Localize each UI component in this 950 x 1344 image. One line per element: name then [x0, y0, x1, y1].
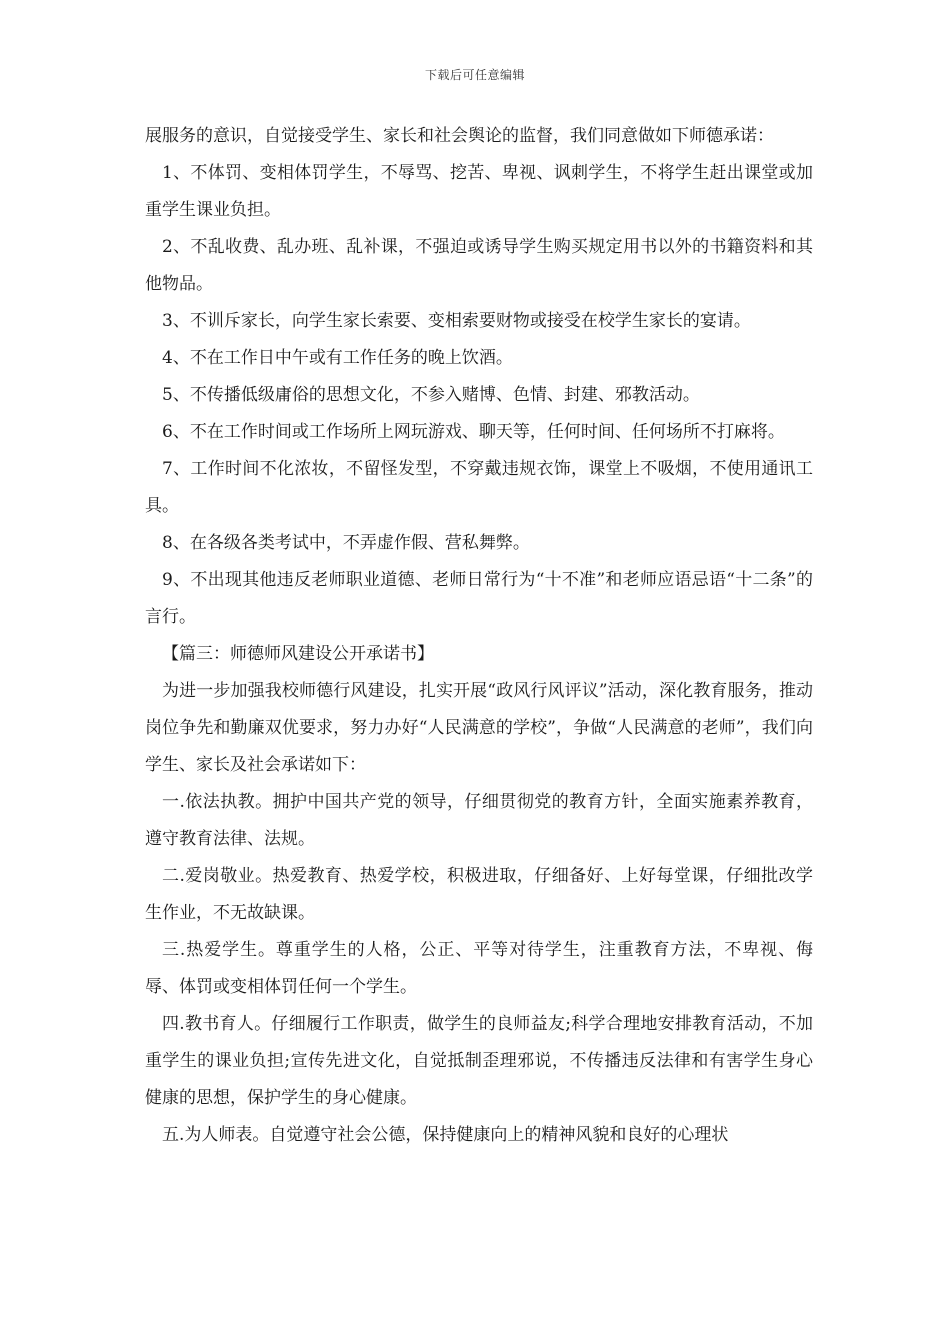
paragraph: 3、不训斥家长，向学生家长索要、变相索要财物或接受在校学生家长的宴请。: [162, 311, 751, 331]
paragraph: 9、不出现其他违反老师职业道德、老师日常行为“十不准”和老师应语忌语“十二条”的言行。: [145, 570, 813, 627]
paragraph: 1、不体罚、变相体罚学生，不辱骂、挖苦、卑视、讽刺学生，不将学生赶出课堂或加重学生课业负担。: [145, 163, 813, 220]
section-heading: 【篇三：师德师风建设公开承诺书】: [162, 644, 434, 664]
page-header: 下载后可任意编辑: [424, 68, 525, 82]
paragraph: 五.为人师表。自觉遵守社会公德，保持健康向上的精神风貌和良好的心理状: [162, 1125, 729, 1145]
paragraph: 5、不传播低级庸俗的思想文化，不参入赌博、色情、封建、邪教活动。: [162, 385, 700, 405]
paragraph: 4、不在工作日中午或有工作任务的晚上饮酒。: [162, 348, 513, 368]
paragraph: 三.热爱学生。尊重学生的人格，公正、平等对待学生，注重教育方法，不卑视、侮辱、体罚或变相体罚任何一个学生。: [145, 940, 813, 997]
document-body: [145, 118, 813, 1154]
paragraph: 四.教书育人。仔细履行工作职责，做学生的良师益友;科学合理地安排教育活动，不加重学生的课业负担;宣传先进文化，自觉抵制歪理邪说，不传播违反法律和有害学生身心健康的思想，保护学生的身心健康。: [145, 1014, 813, 1108]
paragraph: 展服务的意识，自觉接受学生、家长和社会舆论的监督，我们同意做如下师德承诺：: [145, 126, 774, 146]
paragraph: 2、不乱收费、乱办班、乱补课，不强迫或诱导学生购买规定用书以外的书籍资料和其他物品。: [145, 237, 813, 294]
paragraph: 6、不在工作时间或工作场所上网玩游戏、聊天等，任何时间、任何场所不打麻将。: [162, 422, 785, 442]
paragraph: 8、在各级各类考试中，不弄虚作假、营私舞弊。: [162, 533, 530, 553]
paragraph: 7、工作时间不化浓妆，不留怪发型，不穿戴违规衣饰，课堂上不吸烟，不使用通讯工具。: [145, 459, 813, 516]
paragraph: 为进一步加强我校师德行风建设，扎实开展“政风行风评议”活动，深化教育服务，推动岗位争先和勤廉双优要求，努力办好“人民满意的学校”，争做“人民满意的老师”，我们向学生、家长及社会承诺如下：: [145, 681, 813, 775]
paragraph: 一.依法执教。拥护中国共产党的领导，仔细贯彻党的教育方针，全面实施素养教育，遵守教育法律、法规。: [145, 792, 813, 849]
paragraph: 二.爱岗敬业。热爱教育、热爱学校，积极进取，仔细备好、上好每堂课，仔细批改学生作业，不无故缺课。: [145, 866, 813, 923]
